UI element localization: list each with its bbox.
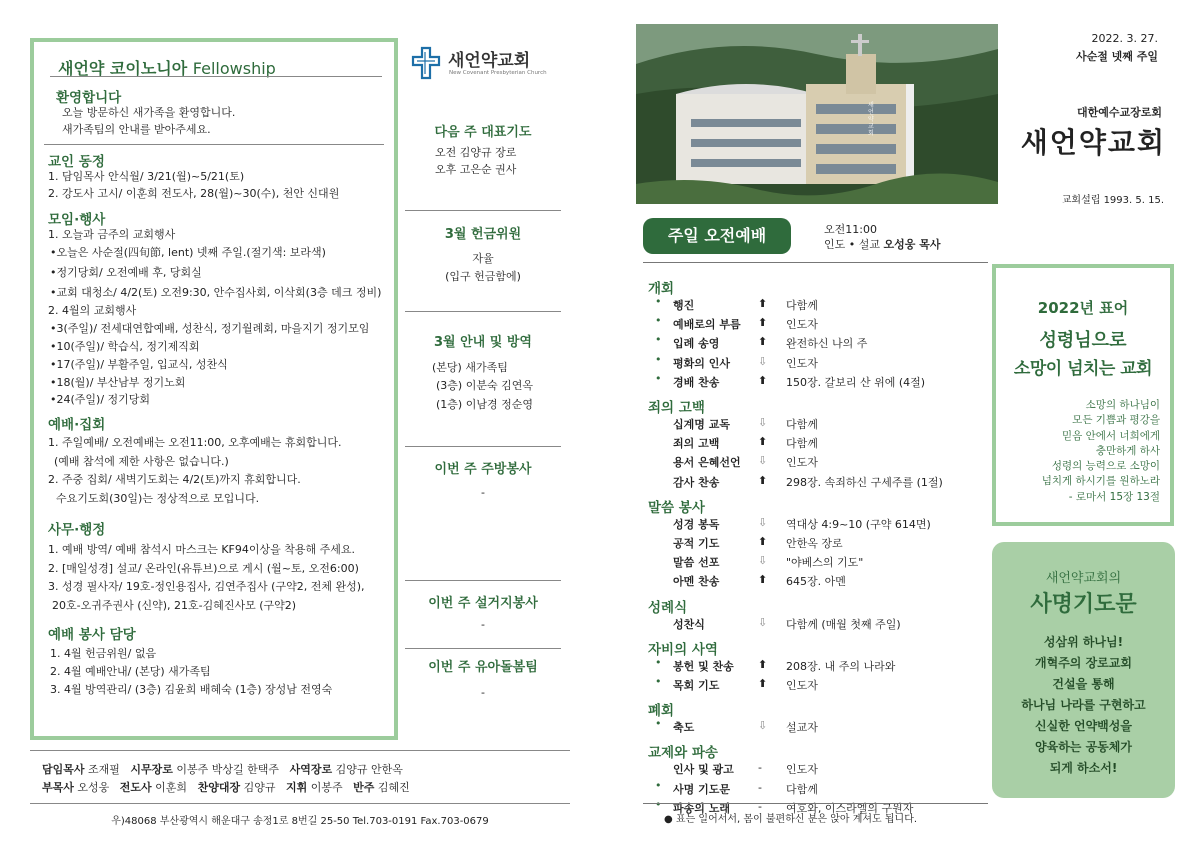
order-item-name: 봉헌 및 찬송 (673, 659, 734, 673)
order-section-title: 폐회 (648, 703, 675, 720)
events-line: •오늘은 사순절(四旬節, lent) 넷째 주일.(절기색: 보라색) (50, 246, 326, 259)
stand-dot: • (655, 295, 662, 308)
guide-line: (3층) 이분숙 김연옥 (436, 379, 533, 392)
church-name: 새언약교회 (1020, 126, 1166, 159)
worship-line: 1. 주일예배/ 오전예배는 오전11:00, 오후예배는 휴회합니다. (48, 436, 342, 449)
events-line: •18(월)/ 부산남부 정기노회 (50, 376, 186, 389)
bulletin-week: 사순절 넷째 주일 (1075, 50, 1158, 63)
order-item-detail: 여호와, 이스라엘의 구원자 (786, 801, 914, 815)
sit-arrow-icon: ⇩ (758, 354, 768, 368)
stand-arrow-icon: ⬆ (758, 316, 768, 330)
order-section-title: 말씀 봉사 (648, 499, 705, 516)
order-section-title: 자비의 사역 (648, 641, 718, 658)
motto-year: 2022년 표어 (1037, 299, 1129, 317)
events-line: •24(주일)/ 정기당회 (50, 393, 151, 406)
order-item-name: 입례 송영 (673, 337, 720, 351)
founded-date: 교회설립 1993. 5. 15. (1061, 195, 1164, 206)
order-item-name: 십계명 교독 (673, 418, 730, 431)
order-item-name: 성찬식 (673, 617, 705, 631)
order-item-detail: 다함께 (786, 418, 818, 431)
events-title: 모임·행사 (48, 212, 106, 228)
order-item-detail: 인도자 (786, 679, 818, 692)
mission-title: 사명기도문 (1030, 592, 1137, 617)
church-photo (636, 24, 998, 204)
nursery-title: 이번 주 유아돌봄팀 (428, 660, 538, 675)
admin-line: 3. 성경 필사자/ 19호-정인용집사, 김연주집사 (구약2, 전체 완성), (48, 580, 365, 593)
order-item-name: 용서 은혜선언 (673, 456, 741, 470)
stand-dot: • (655, 655, 662, 669)
prayer-title: 다음 주 대표기도 (434, 125, 532, 140)
order-item-name: 파송의 노래 (673, 801, 730, 815)
order-item-detail: 인도자 (786, 456, 818, 470)
order-item-detail: 안한옥 장로 (786, 537, 843, 550)
order-item-detail: 208장. 내 주의 나라와 (786, 659, 896, 673)
order-item-detail: 150장. 갈보리 산 위에 (4절) (786, 375, 926, 389)
order-item-detail: 298장. 속죄하신 구세주를 (1절) (786, 475, 943, 489)
stand-dot: • (655, 717, 662, 731)
stand-dot: • (655, 675, 662, 688)
prayer-line: 오후 고은순 권사 (435, 163, 517, 176)
admin-line: 1. 예배 방역/ 예배 참석시 마스크는 KF94이상을 착용해 주세요. (48, 543, 355, 556)
offering-line: (입구 헌금함에) (445, 270, 521, 283)
sit-arrow-icon: ⇩ (758, 454, 768, 468)
bulletin-date: 2022. 3. 27. (1091, 32, 1158, 45)
stand-arrow-icon: ⬆ (758, 657, 768, 671)
prayer-line: 오전 김양규 장로 (435, 146, 517, 159)
order-item-name: 인사 및 광고 (673, 763, 734, 777)
fellowship-header-en: Fellowship (192, 59, 276, 78)
motto-verse: 소망의 하나님이 모든 기쁨과 평강을 믿음 안에서 너희에게 충만하게 하사 성령의 능력으로 소망이 넘치게 하시기를 원하노라 - 로마서 15장 13절 (1041, 399, 1160, 503)
stand-arrow-icon: ⬆ (758, 677, 768, 690)
order-item-detail: 완전하신 나의 주 (786, 337, 868, 351)
staff-line-1: 담임목사 조재필 시무장로 이봉주 박상길 한택주 사역장로 김양규 안한옥 (42, 763, 403, 776)
church-logo-icon (410, 46, 442, 80)
stand-dot: • (655, 352, 662, 366)
worship-line: 수요기도회(30일)는 정상적으로 모입니다. (56, 492, 260, 505)
service-time: 오전11:00 (824, 223, 877, 236)
motto-line2: 소망이 넘치는 교회 (1013, 359, 1153, 379)
dishes-value: - (481, 618, 485, 631)
events-line: •3(주일)/ 전세대연합예배, 성찬식, 정기월례회, 마을지기 정기모임 (50, 322, 370, 335)
offering-line: 자율 (472, 252, 494, 265)
order-item-detail: 다함께 (786, 299, 818, 312)
order-item-name: 목회 기도 (673, 679, 720, 692)
dash-icon: - (758, 761, 762, 775)
service-line: 3. 4월 방역관리/ (3층) 김윤희 배혜숙 (1층) 장성남 전영숙 (50, 683, 333, 696)
stand-arrow-icon: ⬆ (758, 435, 768, 449)
admin-title: 사무·행정 (48, 522, 106, 538)
order-item-detail: 인도자 (786, 318, 818, 332)
stand-arrow-icon: ⬆ (758, 297, 768, 310)
mission-small: 새언약교회의 (1045, 571, 1122, 586)
order-item-detail: 인도자 (786, 763, 818, 777)
service-title: 주일 오전예배 (643, 218, 791, 254)
stand-arrow-icon: ⬆ (758, 473, 768, 487)
guide-line: (본당) 새가족팀 (432, 361, 508, 374)
order-item-name: 축도 (673, 721, 695, 735)
dishes-title: 이번 주 설거지봉사 (428, 596, 538, 611)
fellowship-header-ko: 새언약 코이노니아 (58, 59, 188, 78)
admin-line: 2. [매일성경] 설교/ 온라인(유튜브)으로 게시 (월~토, 오전6:00) (48, 562, 359, 575)
order-item-detail: 다함께 (786, 437, 818, 451)
order-item-detail: 역대상 4:9~10 (구약 614면) (786, 517, 931, 531)
events-line: •10(주일)/ 학습식, 정기제직회 (50, 340, 200, 353)
guide-line: (1층) 이남경 정순영 (436, 398, 533, 411)
order-item-detail: 다함께 (786, 782, 818, 796)
stand-arrow-icon: ⬆ (758, 573, 768, 587)
kitchen-value: - (481, 486, 485, 499)
welcome-line: 오늘 방문하신 새가족을 환영합니다. (62, 106, 236, 119)
stand-arrow-icon: ⬆ (758, 535, 768, 548)
events-line: •교회 대청소/ 4/2(토) 오전9:30, 안수집사회, 이삭회(3층 데크 정비) (50, 286, 382, 299)
worship-title: 예배·집회 (48, 417, 106, 433)
guide-title: 3월 안내 및 방역 (434, 335, 532, 350)
dash-icon: - (758, 780, 762, 794)
motto-line1: 성령님으로 (1039, 330, 1127, 351)
staff-line-2: 부목사 오성웅 전도사 이훈희 찬양대장 김양규 지휘 이봉주 반주 김혜진 (42, 781, 410, 794)
order-item-name: 아멘 찬송 (673, 575, 720, 589)
order-item-name: 죄의 고백 (673, 437, 720, 451)
service-leader: 인도 • 설교 오성웅 목사 (824, 238, 941, 251)
sit-arrow-icon: ⇩ (758, 719, 768, 733)
service-title: 예배 봉사 담당 (48, 627, 136, 643)
order-item-name: 예배로의 부름 (673, 318, 741, 332)
members-title: 교인 동정 (48, 154, 105, 170)
order-item-name: 행진 (673, 299, 695, 312)
order-item-name: 공적 기도 (673, 537, 720, 550)
offering-title: 3월 헌금위원 (444, 227, 522, 242)
denomination: 대한예수교장로회 (1076, 106, 1162, 119)
admin-line: 20호-오귀주권사 (신약), 21호-김혜진사모 (구약2) (52, 599, 297, 612)
stand-dot: • (655, 371, 662, 385)
events-line: 2. 4월의 교회행사 (48, 304, 137, 317)
stand-dot: • (655, 797, 662, 811)
stand-arrow-icon: ⬆ (758, 335, 768, 349)
order-item-detail: 645장. 아멘 (786, 575, 846, 589)
sit-arrow-icon: ⇩ (758, 515, 768, 529)
posture-footnote: ● 표는 일어서서, 몸이 불편하신 분은 앉아 계셔도 됩니다. (664, 814, 918, 825)
order-item-name: 성경 봉독 (673, 517, 720, 531)
order-item-detail: 설교자 (786, 721, 818, 735)
stand-arrow-icon: ⬆ (758, 373, 768, 387)
order-item-name: 경배 찬송 (673, 375, 720, 389)
service-line: 1. 4월 헌금위원/ 없음 (50, 647, 157, 660)
sit-arrow-icon: ⇩ (758, 554, 768, 568)
welcome-title: 환영합니다 (56, 90, 122, 106)
events-line: •17(주일)/ 부활주일, 입교식, 성찬식 (50, 358, 228, 371)
logo-en: New Covenant Presbyterian Church (449, 70, 547, 76)
members-line: 2. 강도사 고시/ 이훈희 전도사, 28(월)~30(수), 천안 신대원 (48, 187, 340, 200)
mission-text: 성삼위 하나님! 개혁주의 장로교회 건설을 통해 하나님 나라를 구현하고 신실한 언약백성을 양육하는 공동체가 되게 하소서! (1021, 635, 1146, 775)
welcome-line: 새가족팀의 안내를 받아주세요. (62, 123, 211, 136)
events-line: 1. 오늘과 금주의 교회행사 (48, 228, 176, 241)
stand-dot: • (655, 778, 662, 792)
sit-arrow-icon: ⇩ (758, 615, 768, 629)
church-address: 우)48068 부산광역시 해운대구 송정1로 8번길 25-50 Tel.703-0191 Fax.703-0679 (111, 816, 489, 827)
order-item-name: 사명 기도문 (673, 782, 730, 796)
order-section-title: 개회 (648, 281, 675, 297)
order-section-title: 성례식 (648, 599, 688, 616)
members-line: 1. 담임목사 안식월/ 3/21(월)~5/21(토) (48, 170, 245, 183)
events-line: •정기당회/ 오전예배 후, 당회실 (50, 266, 202, 279)
order-item-name: 말씀 선포 (673, 556, 720, 570)
order-section-title: 교제와 파송 (648, 745, 718, 762)
building-sign: 새언약교회 (868, 102, 874, 137)
order-item-name: 평화의 인사 (673, 356, 730, 370)
order-item-detail: "야베스의 기도" (786, 556, 864, 570)
worship-line: (예배 참석에 제한 사항은 없습니다.) (54, 455, 229, 468)
worship-line: 2. 주중 집회/ 새벽기도회는 4/2(토)까지 휴회합니다. (48, 473, 301, 486)
order-item-detail: 다함께 (매월 첫째 주일) (786, 617, 901, 631)
stand-dot: • (655, 314, 662, 328)
stand-dot: • (655, 333, 662, 347)
order-item-name: 감사 찬송 (673, 475, 720, 489)
kitchen-title: 이번 주 주방봉사 (434, 462, 532, 477)
dash-icon: - (758, 799, 762, 813)
nursery-value: - (481, 686, 485, 699)
order-section-title: 죄의 고백 (648, 400, 705, 416)
logo-ko: 새언약교회 (448, 51, 531, 71)
sit-arrow-icon: ⇩ (758, 416, 768, 429)
order-item-detail: 인도자 (786, 356, 818, 370)
service-line: 2. 4월 예배안내/ (본당) 새가족팀 (50, 665, 211, 678)
